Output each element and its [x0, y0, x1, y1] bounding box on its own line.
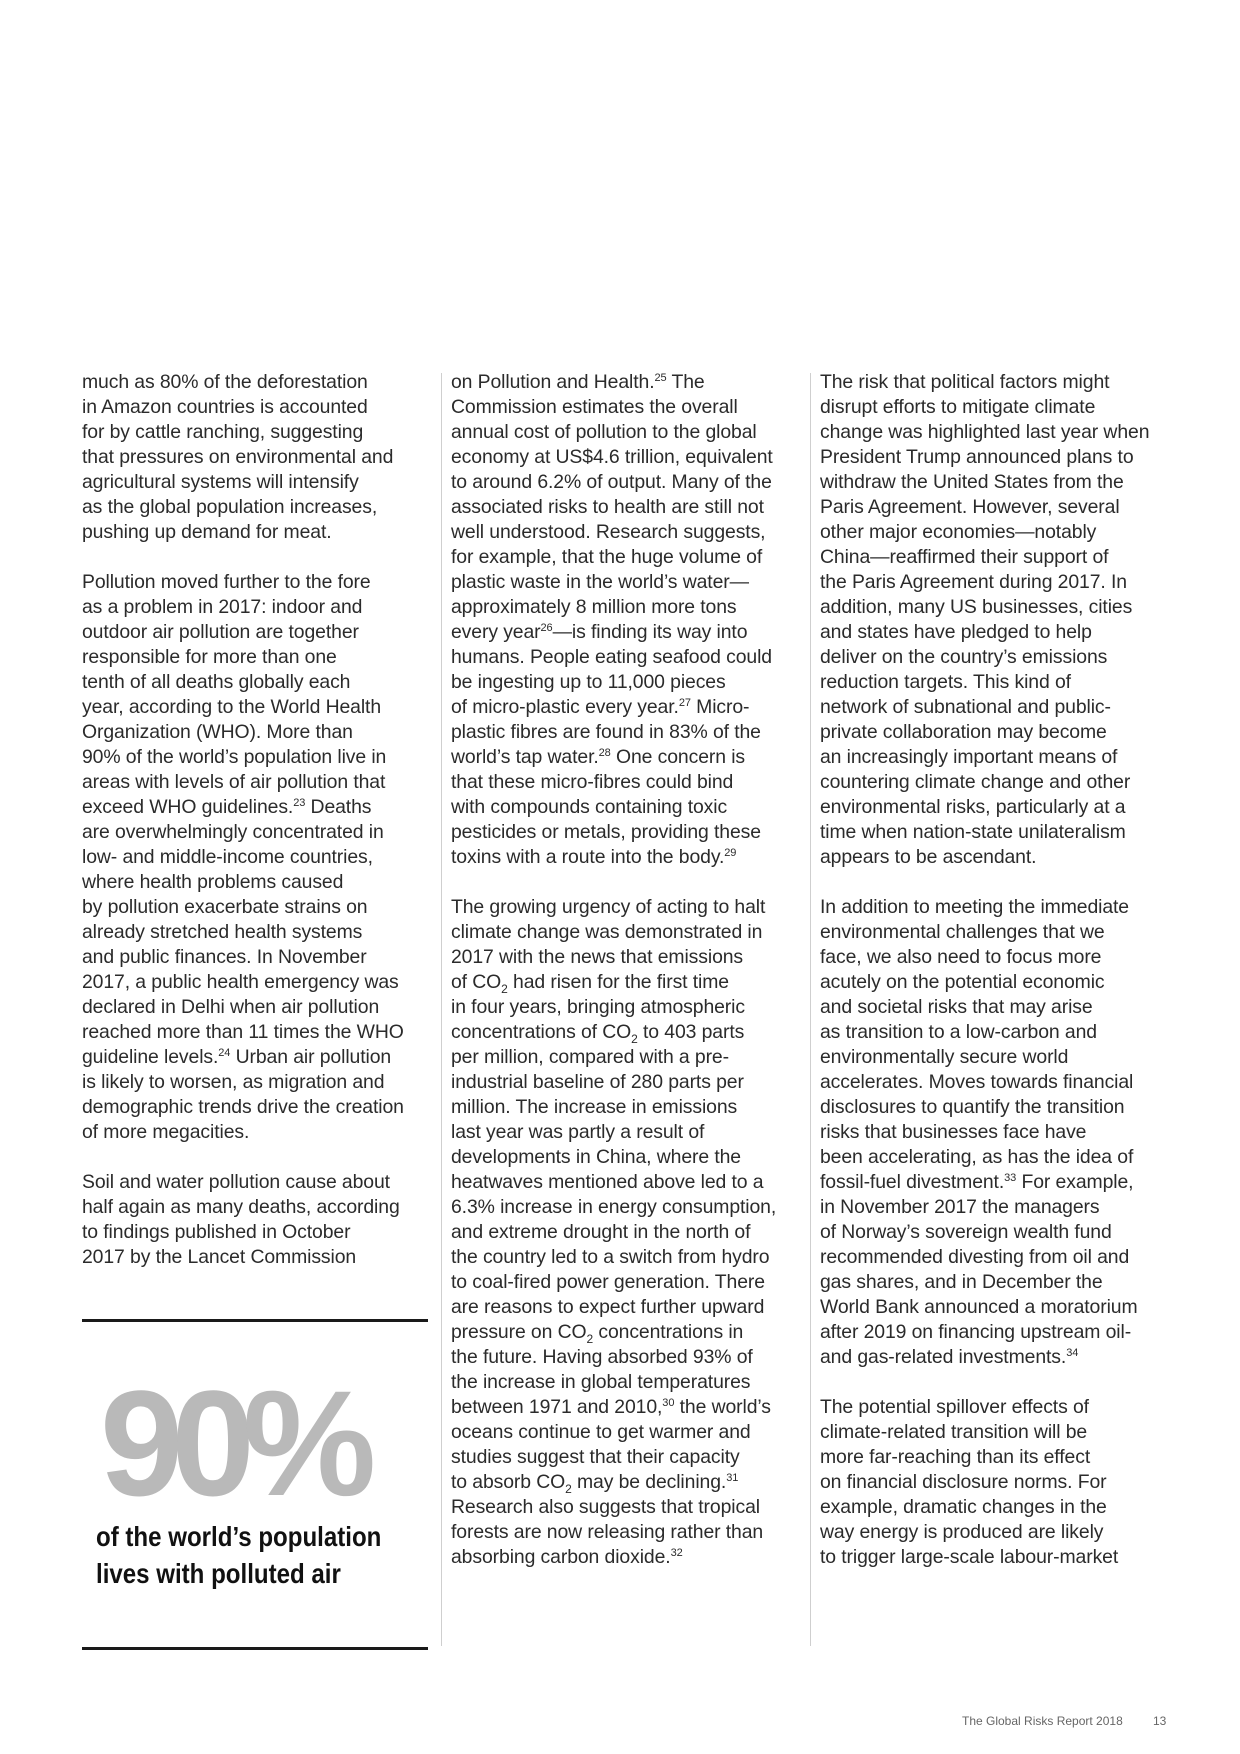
text-line: pesticides or metals, providing these: [451, 821, 761, 843]
text-line: oceans continue to get warmer and: [451, 1421, 751, 1443]
text-line: annual cost of pollution to the global: [451, 421, 757, 443]
text-line: last year was partly a result of: [451, 1121, 705, 1143]
paragraph: [451, 895, 801, 1570]
text-line: plastic waste in the world’s water—: [451, 571, 749, 593]
text-line: that these micro-fibres could bind: [451, 771, 734, 793]
text-line: million. The increase in emissions: [451, 1096, 738, 1118]
text-line: by pollution exacerbate strains on: [82, 896, 368, 918]
text-line: The potential spillover effects of: [820, 1396, 1089, 1418]
text-line: addition, many US businesses, cities: [820, 596, 1133, 618]
paragraph: [82, 570, 432, 1145]
text-line: 2017, a public health emergency was: [82, 971, 399, 993]
text-line: is likely to worsen, as migration and: [82, 1071, 385, 1093]
text-line: appears to be ascendant.: [820, 846, 1037, 868]
text-line: to findings published in October: [82, 1221, 351, 1243]
text-line: areas with levels of air pollution that: [82, 771, 386, 793]
column-divider-1: [441, 373, 442, 1646]
text-line: Paris Agreement. However, several: [820, 496, 1120, 518]
text-line: well understood. Research suggests,: [451, 521, 766, 543]
text-line: 2017 by the Lancet Commission: [82, 1246, 357, 1268]
paragraph: [820, 895, 1175, 1370]
footer-report-title: The Global Risks Report 2018: [962, 1714, 1123, 1728]
text-line: fossil-fuel divestment.$^{33}$ For example,: [820, 1171, 1134, 1193]
callout-top-rule: [82, 1319, 428, 1322]
text-line: as a problem in 2017: indoor and: [82, 596, 363, 618]
callout-caption: [96, 1518, 382, 1592]
text-line: Organization (WHO). More than: [82, 721, 353, 743]
callout-caption-line: of the world’s population: [96, 1521, 382, 1552]
text-line: environmental risks, particularly at a: [820, 796, 1126, 818]
text-line: pressure on $CO_2$ concentrations in: [451, 1321, 744, 1346]
text-line: way energy is produced are likely: [820, 1521, 1104, 1543]
text-line: in November 2017 the managers: [820, 1196, 1100, 1218]
text-line: studies suggest that their capacity: [451, 1446, 740, 1468]
text-line: example, dramatic changes in the: [820, 1496, 1107, 1518]
text-line: time when nation-state unilateralism: [820, 821, 1126, 843]
paragraph: [820, 370, 1175, 870]
paragraph: [820, 1395, 1175, 1570]
text-line: 6.3% increase in energy consumption,: [451, 1196, 777, 1218]
text-line: for example, that the huge volume of: [451, 546, 763, 568]
text-line: The risk that political factors might: [820, 371, 1110, 393]
text-line: disclosures to quantify the transition: [820, 1096, 1125, 1118]
text-line: developments in China, where the: [451, 1146, 741, 1168]
text-line: President Trump announced plans to: [820, 446, 1134, 468]
text-line: 2017 with the news that emissions: [451, 946, 744, 968]
text-line: reached more than 11 times the WHO: [82, 1021, 404, 1043]
text-line: where health problems caused: [82, 871, 344, 893]
text-line: concentrations of $CO_2$ to 403 parts: [451, 1021, 745, 1046]
text-line: an increasingly important means of: [820, 746, 1118, 768]
text-line: already stretched health systems: [82, 921, 363, 943]
text-line: and societal risks that may arise: [820, 996, 1093, 1018]
text-line: with compounds containing toxic: [451, 796, 728, 818]
text-line: China—reaffirmed their support of: [820, 546, 1109, 568]
text-line: every year$^{26}$—is finding its way into: [451, 621, 748, 643]
text-line: as transition to a low-carbon and: [820, 1021, 1097, 1043]
text-line: per million, compared with a pre-: [451, 1046, 729, 1068]
page-number: 13: [1153, 1714, 1167, 1728]
text-column-3: [820, 370, 1175, 1595]
text-line: countering climate change and other: [820, 771, 1131, 793]
text-line: demographic trends drive the creation: [82, 1096, 404, 1118]
text-line: and extreme drought in the north of: [451, 1221, 751, 1243]
text-line: Pollution moved further to the fore: [82, 571, 371, 593]
text-line: the future. Having absorbed 93% of: [451, 1346, 753, 1368]
text-line: responsible for more than one: [82, 646, 337, 668]
text-line: guideline levels.$^{24}$ Urban air pollution: [82, 1046, 392, 1068]
text-line: of micro-plastic every year.$^{27}$ Micro-: [451, 696, 750, 718]
text-line: pushing up demand for meat.: [82, 521, 332, 543]
text-line: economy at US$4.6 trillion, equivalent: [451, 446, 773, 468]
text-line: deliver on the country’s emissions: [820, 646, 1108, 668]
text-line: and public finances. In November: [82, 946, 367, 968]
text-line: on Pollution and Health.$^{25}$ The: [451, 371, 705, 393]
text-line: world’s tap water.$^{28}$ One concern is: [451, 746, 746, 768]
text-line: humans. People eating seafood could: [451, 646, 772, 668]
paragraph: [451, 370, 801, 870]
text-line: that pressures on environmental and: [82, 446, 394, 468]
text-line: accelerates. Moves towards financial: [820, 1071, 1134, 1093]
text-line: World Bank announced a moratorium: [820, 1296, 1138, 1318]
text-line: on financial disclosure norms. For: [820, 1471, 1107, 1493]
text-line: forests are now releasing rather than: [451, 1521, 764, 1543]
callout-statistic: 90%: [100, 1359, 365, 1527]
paragraph: [82, 1170, 432, 1270]
text-line: disrupt efforts to mitigate climate: [820, 396, 1096, 418]
text-line: of $CO_2$ had risen for the first time: [451, 971, 729, 996]
text-line: acutely on the potential economic: [820, 971, 1105, 993]
text-line: are overwhelmingly concentrated in: [82, 821, 384, 843]
text-line: environmental challenges that we: [820, 921, 1105, 943]
text-line: environmentally secure world: [820, 1046, 1069, 1068]
text-line: more far-reaching than its effect: [820, 1446, 1091, 1468]
text-line: much as 80% of the deforestation: [82, 371, 368, 393]
text-line: face, we also need to focus more: [820, 946, 1102, 968]
text-line: climate change was demonstrated in: [451, 921, 763, 943]
text-line: in Amazon countries is accounted: [82, 396, 368, 418]
text-line: withdraw the United States from the: [820, 471, 1124, 493]
text-line: to absorb $CO_2$ may be declining.$^{31}$: [451, 1471, 739, 1496]
text-line: agricultural systems will intensify: [82, 471, 359, 493]
text-line: absorbing carbon dioxide.$^{32}$: [451, 1546, 683, 1568]
text-line: climate-related transition will be: [820, 1421, 1088, 1443]
column-divider-2: [810, 373, 811, 1646]
text-line: the country led to a switch from hydro: [451, 1246, 770, 1268]
text-line: after 2019 on financing upstream oil-: [820, 1321, 1132, 1343]
text-line: be ingesting up to 11,000 pieces: [451, 671, 726, 693]
text-line: the Paris Agreement during 2017. In: [820, 571, 1127, 593]
text-line: tenth of all deaths globally each: [82, 671, 351, 693]
text-line: change was highlighted last year when: [820, 421, 1150, 443]
text-line: industrial baseline of 280 parts per: [451, 1071, 744, 1093]
text-line: been accelerating, as has the idea of: [820, 1146, 1134, 1168]
paragraph: [82, 370, 432, 545]
text-line: between 1971 and 2010,30 the world’s: [451, 1396, 771, 1418]
text-line: as the global population increases,: [82, 496, 378, 518]
text-line: approximately 8 million more tons: [451, 596, 737, 618]
text-line: heatwaves mentioned above led to a: [451, 1171, 764, 1193]
text-line: year, according to the World Health: [82, 696, 382, 718]
text-line: for by cattle ranching, suggesting: [82, 421, 364, 443]
callout-caption-line: lives with polluted air: [96, 1558, 341, 1589]
text-line: exceed WHO guidelines.$^{23}$ Deaths: [82, 796, 372, 818]
text-line: half again as many deaths, according: [82, 1196, 400, 1218]
text-line: In addition to meeting the immediate: [820, 896, 1129, 918]
text-line: other major economies—notably: [820, 521, 1097, 543]
text-line: Research also suggests that tropical: [451, 1496, 760, 1518]
text-line: of Norway’s sovereign wealth fund: [820, 1221, 1112, 1243]
text-line: recommended divesting from oil and: [820, 1246, 1130, 1268]
text-line: private collaboration may become: [820, 721, 1107, 743]
text-line: associated risks to health are still not: [451, 496, 764, 518]
text-line: to coal-fired power generation. There: [451, 1271, 765, 1293]
text-column-1: [82, 370, 432, 1295]
text-line: to around 6.2% of output. Many of the: [451, 471, 772, 493]
text-line: in four years, bringing atmospheric: [451, 996, 745, 1018]
text-line: and gas-related investments.$^{34}$: [820, 1346, 1079, 1368]
text-line: 90% of the world’s population live in: [82, 746, 387, 768]
text-line: declared in Delhi when air pollution: [82, 996, 380, 1018]
text-line: outdoor air pollution are together: [82, 621, 359, 643]
callout-bottom-rule: [82, 1647, 428, 1650]
text-column-2: [451, 370, 801, 1595]
text-line: are reasons to expect further upward: [451, 1296, 765, 1318]
text-line: to trigger large-scale labour-market: [820, 1546, 1119, 1568]
text-line: risks that businesses face have: [820, 1121, 1087, 1143]
text-line: Soil and water pollution cause about: [82, 1171, 390, 1193]
text-line: low- and middle-income countries,: [82, 846, 373, 868]
text-line: network of subnational and public-: [820, 696, 1111, 718]
text-line: toxins with a route into the body.$^{29}$: [451, 846, 737, 868]
text-line: and states have pledged to help: [820, 621, 1092, 643]
text-line: reduction targets. This kind of: [820, 671, 1071, 693]
text-line: Commission estimates the overall: [451, 396, 738, 418]
text-line: The growing urgency of acting to halt: [451, 896, 766, 918]
text-line: plastic fibres are found in 83% of the: [451, 721, 761, 743]
text-line: of more megacities.: [82, 1121, 250, 1143]
text-line: gas shares, and in December the: [820, 1271, 1103, 1293]
text-line: the increase in global temperatures: [451, 1371, 751, 1393]
